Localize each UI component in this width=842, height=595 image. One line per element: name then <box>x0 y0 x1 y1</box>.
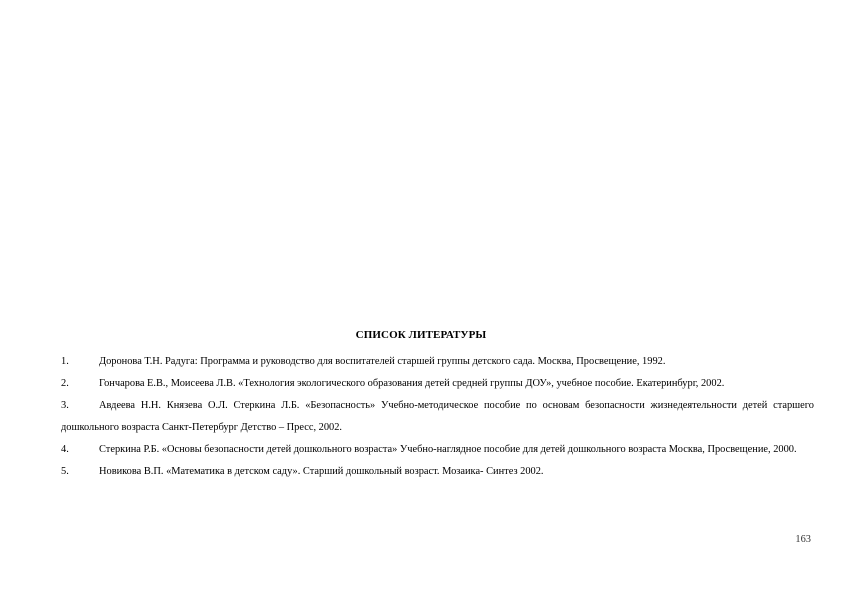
reference-list <box>61 351 814 483</box>
reference-number: 3. <box>61 400 69 411</box>
reference-item <box>61 351 814 373</box>
reference-item <box>61 461 814 483</box>
reference-number: 1. <box>61 356 69 367</box>
reference-text: Гончарова Е.В., Моисеева Л.В. «Технология экологического образования детей средней группы ДОУ», учебное пособие. Екатеринбург, 2002. <box>99 378 725 389</box>
reference-item <box>61 395 814 439</box>
page-number: 163 <box>795 534 811 545</box>
reference-text: Авдеева Н.Н. Князева О.Л. Стеркина Л.Б. «Безопасность» Учебно-методическое пособие по основам безопасности жизнедеятельности детей старшего дошкольного возраста Санкт-Петербург Детство – Пресс, 2002. <box>61 400 814 433</box>
reference-text: Новикова В.П. «Математика в детском саду». Старший дошкольный возраст. Мозаика- Синтез 2002. <box>99 466 544 477</box>
reference-item <box>61 439 814 461</box>
reference-number: 4. <box>61 444 69 455</box>
reference-text: Доронова Т.Н. Радуга: Программа и руководство для воспитателей старшей группы детского сада. Москва, Просвещение, 1992. <box>99 356 666 367</box>
reference-text: Стеркина Р.Б. «Основы безопасности детей дошкольного возраста» Учебно-наглядное пособие для детей дошкольного возраста Москва, Просвещение, 2000. <box>99 444 797 455</box>
reference-item <box>61 373 814 395</box>
reference-number: 2. <box>61 378 69 389</box>
reference-number: 5. <box>61 466 69 477</box>
bibliography-title: СПИСОК ЛИТЕРАТУРЫ <box>355 329 487 341</box>
